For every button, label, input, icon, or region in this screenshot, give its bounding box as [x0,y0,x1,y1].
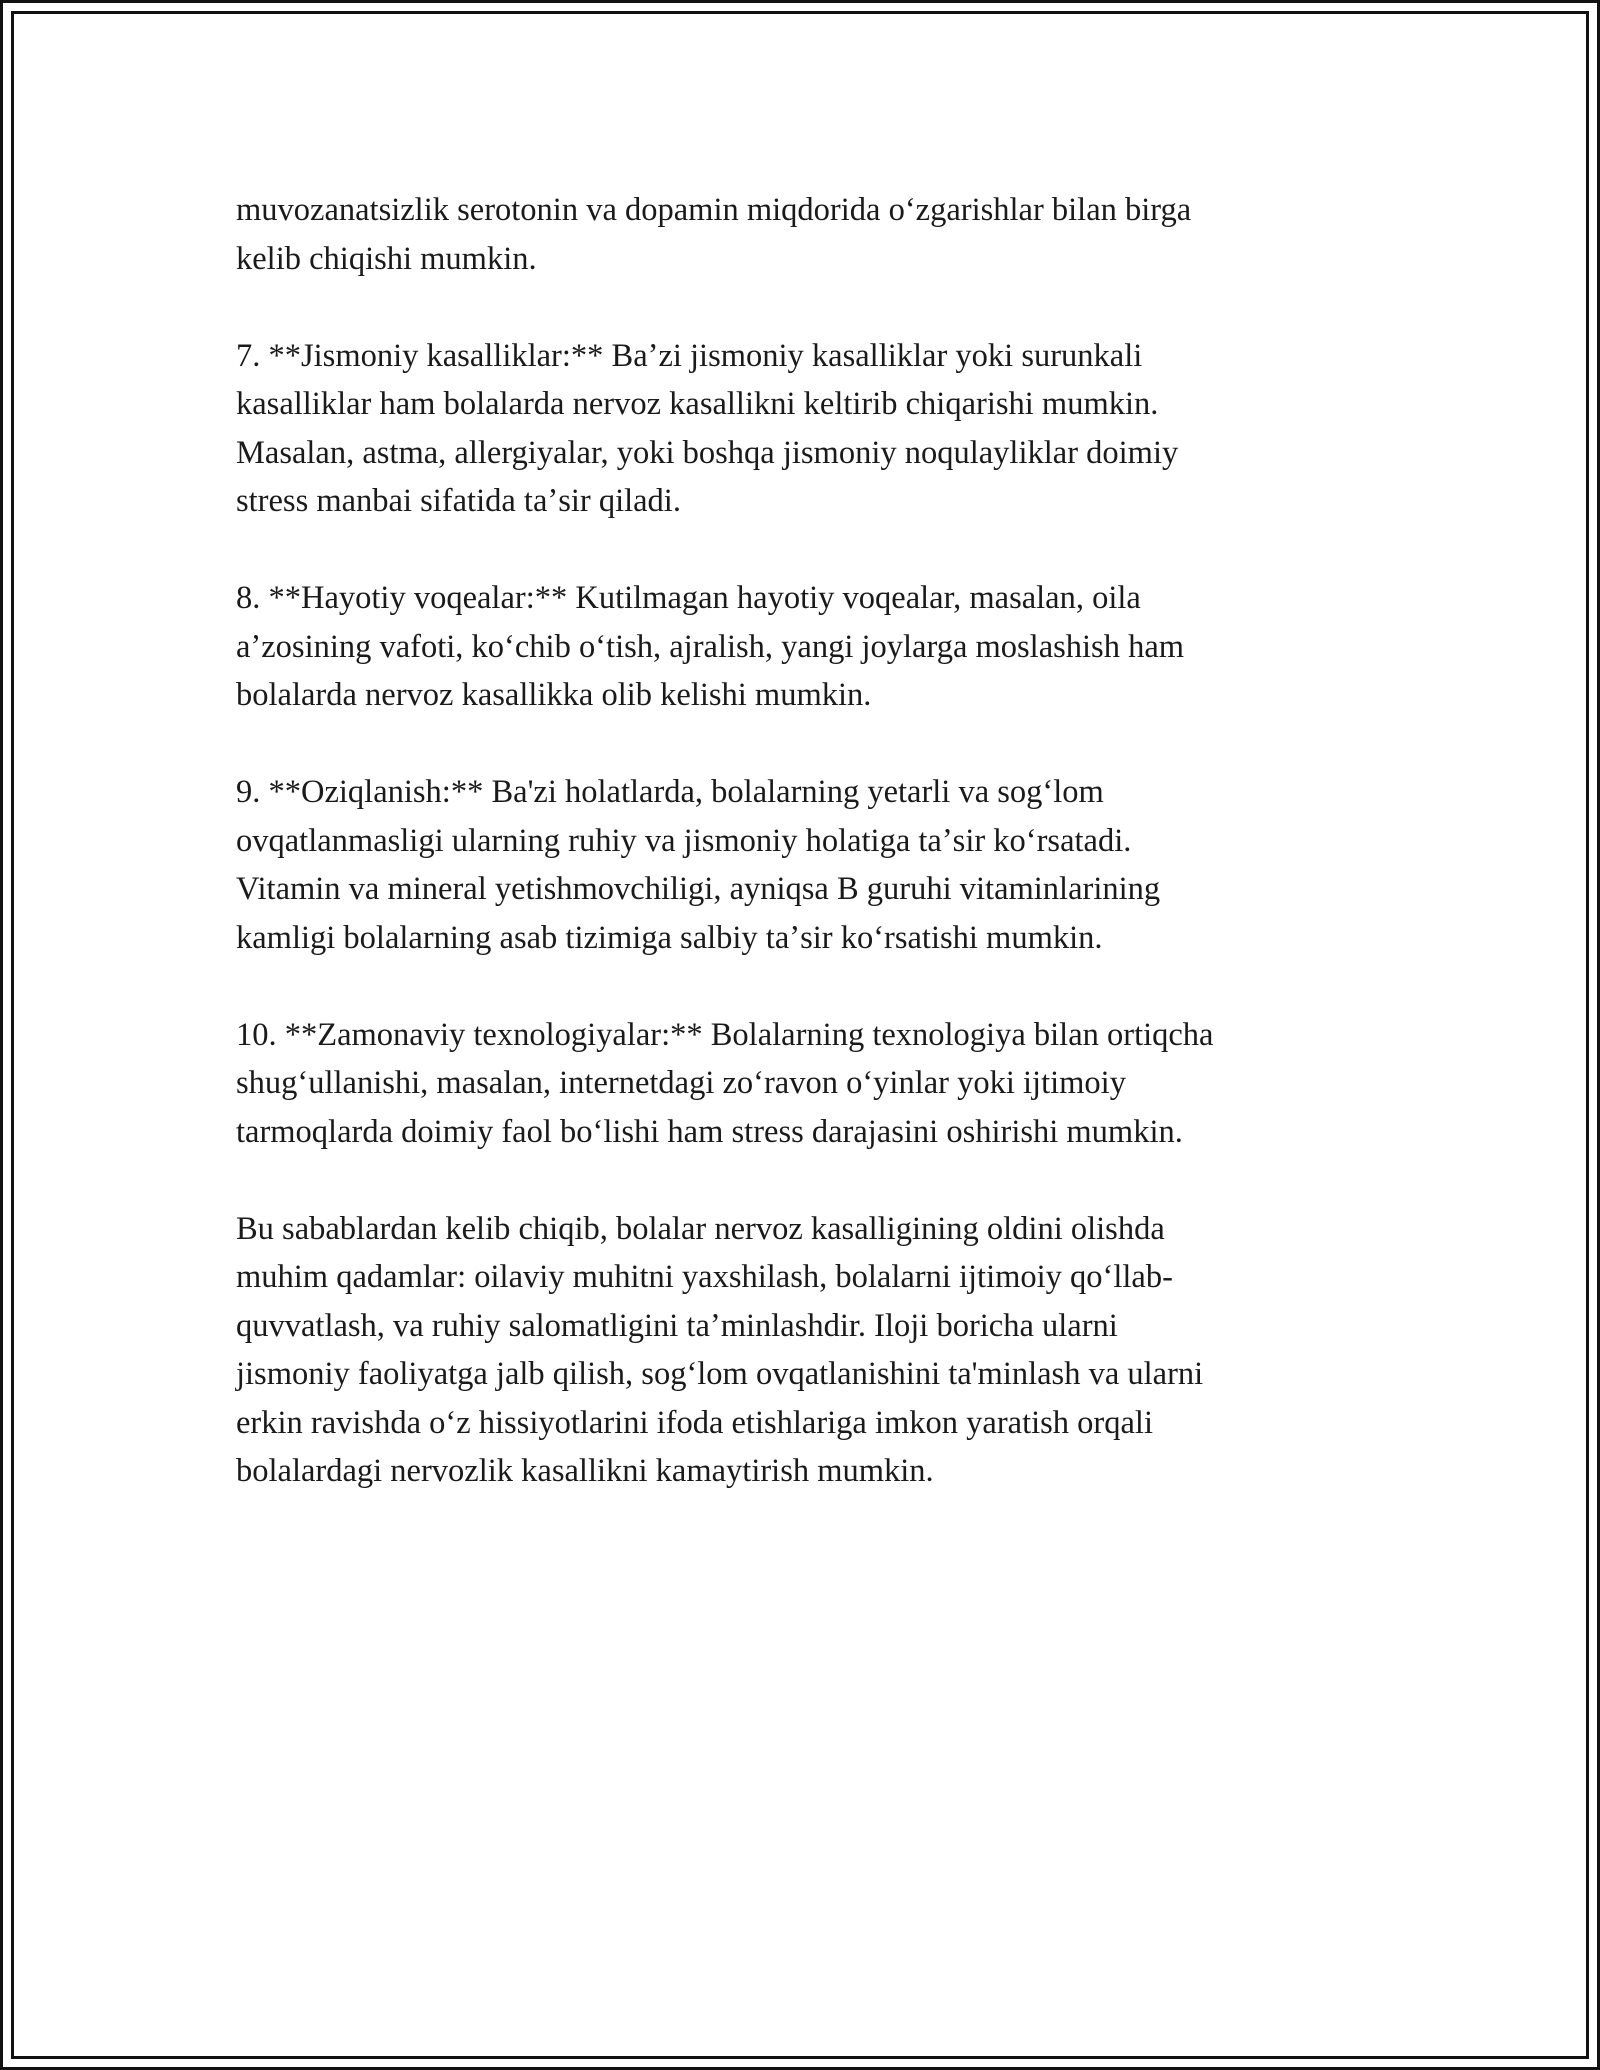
paragraph-conclusion: Bu sabablardan kelib chiqib, bolalar nervoz kasalligining oldini olishda muhim qadamlar: oilaviy muhitni yaxshilash, bolalarni ijtimoiy qoʻllab- quvvatlash, va ruhiy salomatligini taʼminlashdir. Iloji boricha ularni jismoniy faoliyatga jalb qilish, sogʻlom ovqatlanishini ta'minlash va ularni erkin ravishda oʻz hissiyotlarini ifoda etishlariga imkon yaratish orqali bolalardagi nervozlik kasallikni kamaytirish mumkin. [236,1210,1204,1489]
paragraph-item-8: 8. **Hayotiy voqealar:** Kutilmagan hayotiy voqealar, masalan, oila aʼzosining vafoti, koʻchib oʻtish, ajralish, yangi joylarga moslashish ham bolalarda nervoz kasallikka olib kelishi mumkin. [236,580,1185,713]
paragraph-item-10: 10. **Zamonaviy texnologiyalar:** Bolalarning texnologiya bilan ortiqcha shugʻullanishi, masalan, internetdagi zoʻravon oʻyinlar yoki ijtimoiy tarmoqlarda doimiy faol boʻlishi ham stress darajasini oshirishi mumkin. [236,1016,1214,1150]
document-body [236,186,1366,1544]
paragraph-item-7: 7. **Jismoniy kasalliklar:** Baʼzi jismoniy kasalliklar yoki surunkali kasalliklar ham bolalarda nervoz kasallikni keltirib chiqarishi mumkin. Masalan, astma, allergiyalar, yoki boshqa jismoniy noqulayliklar doimiy stress manbai sifatida taʼsir qiladi. [236,337,1179,519]
paragraph-item-9: 9. **Oziqlanish:** Ba'zi holatlarda, bolalarning yetarli va sogʻlom ovqatlanmasligi ularning ruhiy va jismoniy holatiga taʼsir koʻrsatadi. Vitamin va mineral yetishmovchiligi, ayniqsa B guruhi vitaminlarining kamligi bolalarning asab tizimiga salbiy taʼsir koʻrsatishi mumkin. [236,774,1161,956]
paragraph-continuation: muvozanatsizlik serotonin va dopamin miqdorida oʻzgarishlar bilan birga kelib chiqishi mumkin. [236,192,1192,277]
